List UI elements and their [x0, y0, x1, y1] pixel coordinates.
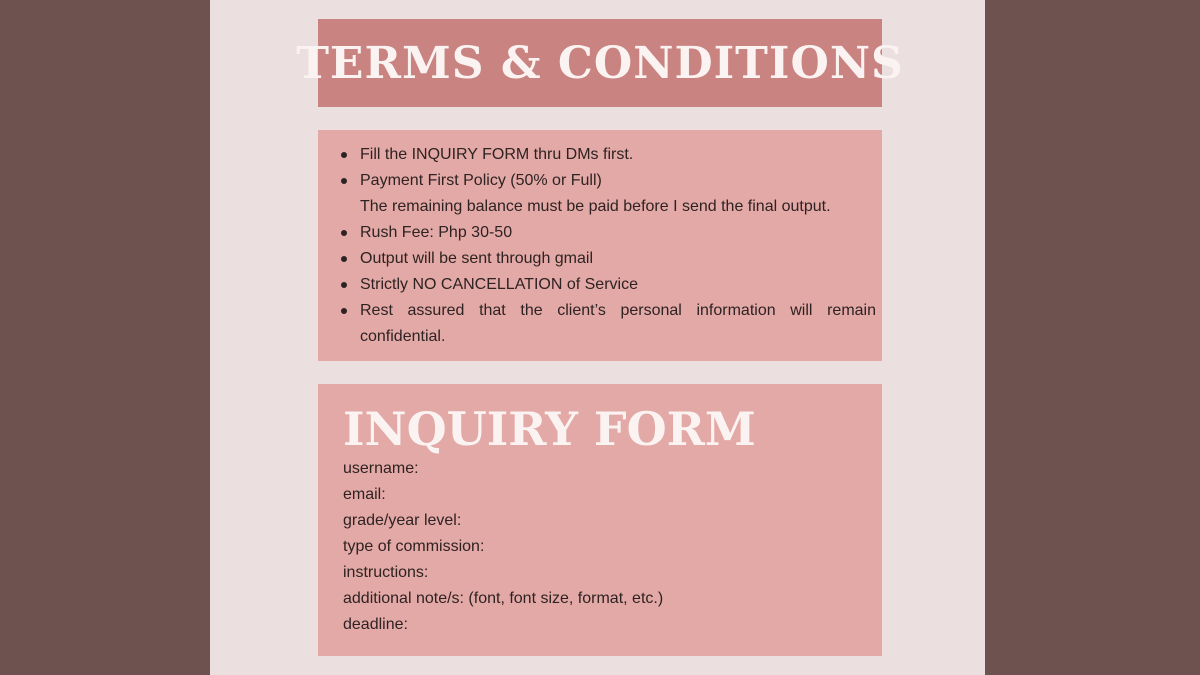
field-email: email: [343, 486, 386, 503]
field-username: username: [343, 460, 419, 477]
terms-item-output-delivery: Output will be sent through gmail [318, 246, 882, 272]
terms-item-no-cancellation: Strictly NO CANCELLATION of Service [318, 272, 882, 298]
terms-box [318, 130, 882, 361]
field-instructions: instructions: [343, 564, 429, 581]
terms-item-payment-note: The remaining balance must be paid before I send the final output. [360, 198, 831, 215]
terms-item-confidentiality: Rest assured that the client’s personal information will remain confidential. [318, 298, 882, 350]
field-type-of-commission: type of commission: [343, 538, 485, 555]
field-grade-year-level: grade/year level: [343, 512, 462, 529]
terms-header [296, 19, 904, 107]
field-additional-notes: additional note/s: (font, font size, format, etc.) [343, 590, 664, 607]
field-deadline: deadline: [343, 616, 408, 633]
terms-title: TERMS & CONDITIONS [296, 37, 904, 89]
terms-item-inquiry-form: Fill the INQUIRY FORM thru DMs first. [318, 142, 882, 168]
inquiry-form-fields [343, 456, 663, 638]
terms-item-payment-policy: Payment First Policy (50% or Full) [318, 168, 882, 194]
inquiry-form-title: INQUIRY FORM [343, 402, 756, 456]
terms-item-rush-fee: Rush Fee: Php 30-50 [318, 220, 882, 246]
terms-list [318, 142, 882, 350]
inquiry-form-box [318, 384, 882, 656]
